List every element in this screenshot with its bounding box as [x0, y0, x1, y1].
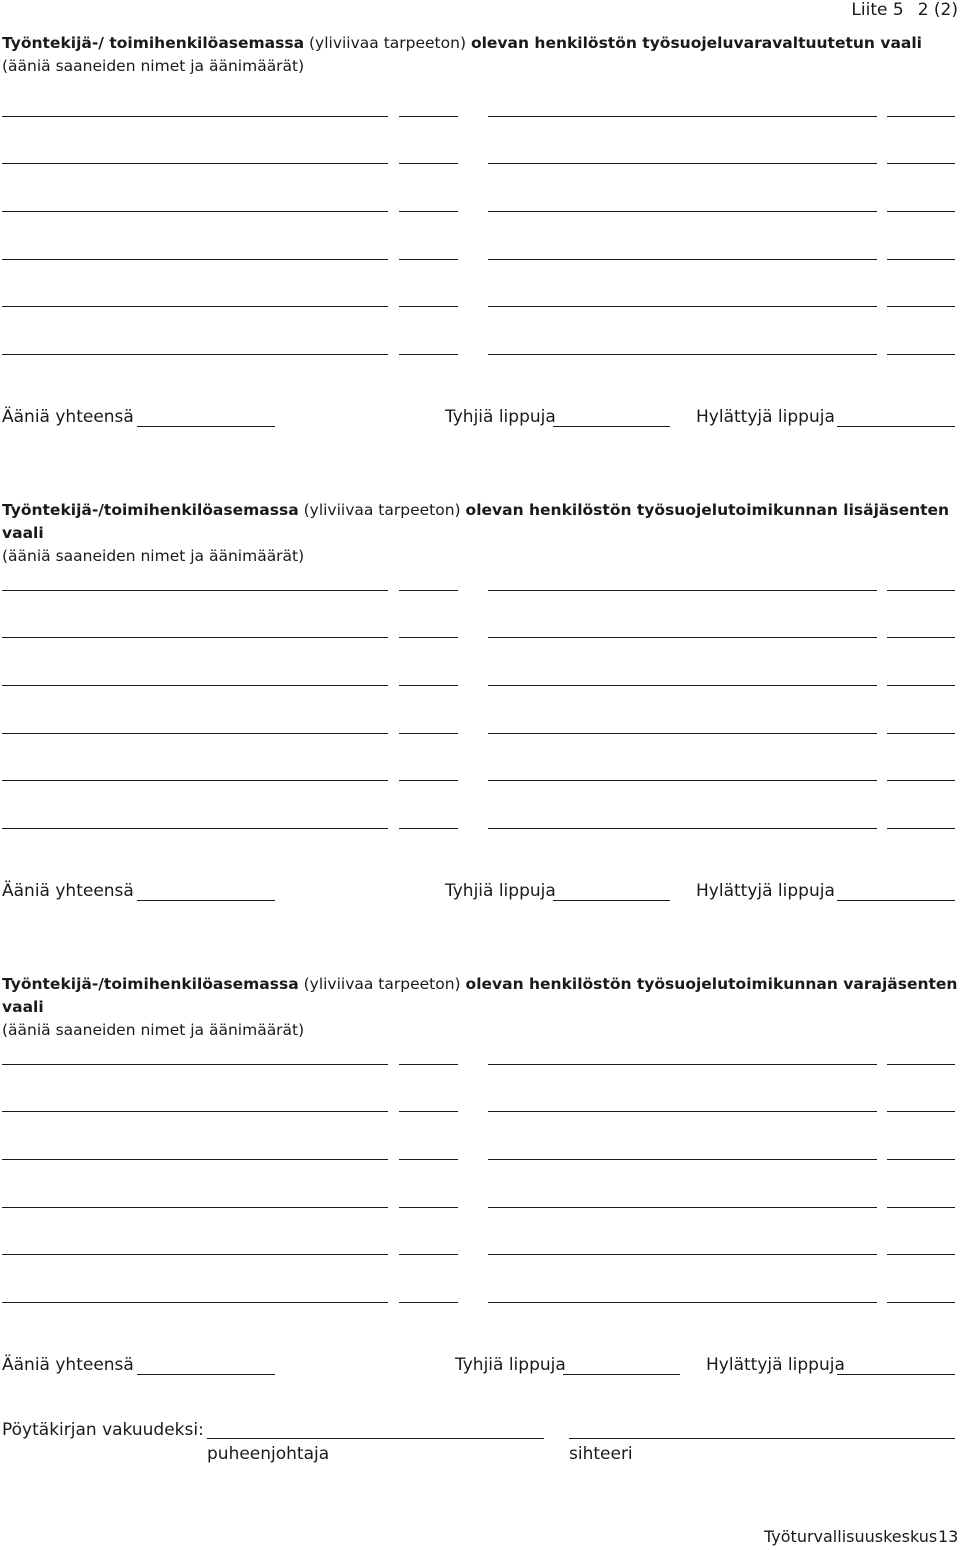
section-3-empty-label: Tyhjiä lippuja — [455, 1355, 566, 1375]
section-2-subtitle: (ääniä saaneiden nimet ja äänimäärät) — [2, 547, 305, 565]
section-3-subtitle: (ääniä saaneiden nimet ja äänimäärät) — [2, 1021, 305, 1039]
section-2-heading — [2, 499, 958, 568]
section-1-total-line[interactable] — [137, 426, 275, 427]
section-3-rejected-line[interactable] — [837, 1374, 955, 1375]
section-3-rejected-label: Hylättyjä lippuja — [706, 1355, 845, 1375]
chair-signature-line[interactable] — [207, 1438, 544, 1439]
chair-label: puheenjohtaja — [207, 1444, 330, 1464]
section-1-empty-line[interactable] — [553, 426, 670, 427]
section-2-title-bold-1: Työntekijä-/toimihenkilöasemassa — [2, 501, 299, 519]
section-1-total-label: Ääniä yhteensä — [2, 407, 134, 427]
section-1-empty-label: Tyhjiä lippuja — [445, 407, 556, 427]
section-3-total-label: Ääniä yhteensä — [2, 1355, 134, 1375]
footer-organization: Työturvallisuuskeskus — [764, 1527, 938, 1546]
section-2-rejected-label: Hylättyjä lippuja — [696, 881, 835, 901]
section-1-rejected-line[interactable] — [837, 426, 955, 427]
section-3-title-bold-2: olevan henkilöstön työsuojelutoimikunnan varajäsenten vaali — [2, 975, 958, 1016]
page-reference — [851, 0, 958, 20]
section-2-rejected-line[interactable] — [837, 900, 955, 901]
footer-page-number: 13 — [938, 1527, 959, 1546]
section-2-empty-label: Tyhjiä lippuja — [445, 881, 556, 901]
signature-label: Pöytäkirjan vakuudeksi: — [2, 1420, 204, 1440]
section-3-title-note: (yliviivaa tarpeeton) — [303, 975, 461, 993]
section-2-total-label: Ääniä yhteensä — [2, 881, 134, 901]
section-3-title-bold-1: Työntekijä-/toimihenkilöasemassa — [2, 975, 299, 993]
section-3-total-line[interactable] — [137, 1374, 275, 1375]
section-3-heading — [2, 973, 958, 1042]
section-1-title-note: (yliviivaa tarpeeton) — [308, 34, 466, 52]
attachment-label: Liite 5 — [851, 0, 904, 20]
section-1-title-bold-2: olevan henkilöstön työsuojeluvaravaltuutetun vaali — [470, 34, 922, 52]
section-2-total-line[interactable] — [137, 900, 275, 901]
section-2-empty-line[interactable] — [553, 900, 670, 901]
secretary-signature-line[interactable] — [569, 1438, 955, 1439]
section-1-title-bold-1: Työntekijä-/ toimihenkilöasemassa — [2, 34, 305, 52]
section-1-heading — [2, 32, 958, 78]
section-1-rejected-label: Hylättyjä lippuja — [696, 407, 835, 427]
section-1-subtitle: (ääniä saaneiden nimet ja äänimäärät) — [2, 57, 305, 75]
secretary-label: sihteeri — [569, 1444, 633, 1464]
page-count: 2 (2) — [917, 0, 958, 20]
section-2-title-note: (yliviivaa tarpeeton) — [303, 501, 461, 519]
section-2-title-bold-2: olevan henkilöstön työsuojelutoimikunnan lisäjäsenten vaali — [2, 501, 950, 542]
section-3-empty-line[interactable] — [563, 1374, 680, 1375]
